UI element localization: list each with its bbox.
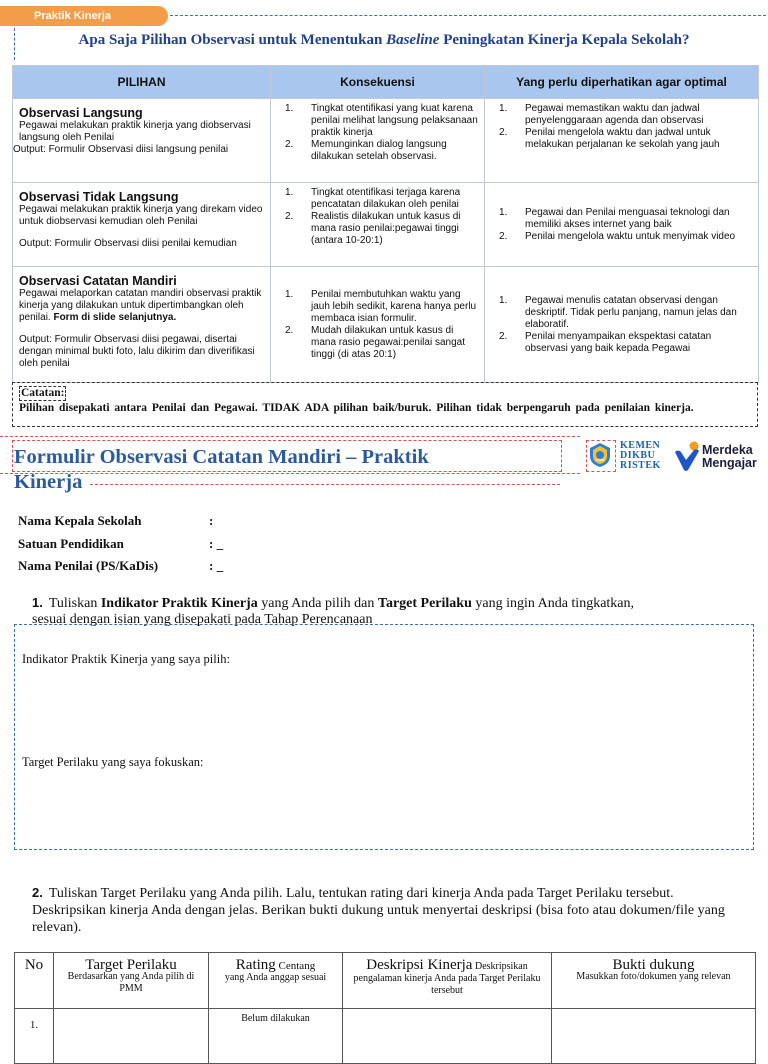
list-item: 1. Penilai membutuhkan waktu yang jauh lebih sedikit, karena hanya perlu membaca isian formulir. — [285, 288, 477, 324]
kemendikbud-logo-text: KEMEN DIKBU RISTEK — [620, 440, 661, 471]
list-item: 2. Penilai mengelola waktu untuk menyimak video — [499, 230, 736, 242]
list-item: 2. Memunginkan dialog langsung dilakukan setelah observasi. — [285, 139, 447, 162]
option-description: Pegawai melaporkan catatan mandiri observasi praktik kinerja yang dilakukan untuk dipertimbangkan oleh penilai. Form di slide selanjutnya. — [19, 288, 262, 323]
notes-cell — [485, 267, 759, 383]
table-row — [13, 183, 759, 267]
section-tab: Praktik Kinerja — [0, 6, 168, 26]
option-cell — [13, 267, 271, 383]
form-title-underline — [90, 484, 560, 485]
list-item: 1. Pegawai memastikan waktu dan jadwal penyelenggaraan agenda dan observasi — [499, 103, 704, 126]
col-header-evidence: Bukti dukung Masukkan foto/dokumen yang relevan — [552, 953, 756, 1009]
col-header-consequences: Konsekuensi — [271, 66, 485, 99]
option-output: Output: Formulir Observasi diisi penilai kemudian — [19, 238, 237, 249]
option-description: Pegawai melakukan praktik kinerja yang direkam video untuk diobservasi kemudian oleh Penilai — [19, 204, 263, 227]
principal-name-label: Nama Kepala Sekolah — [18, 513, 142, 528]
col-header-target: Target Perilaku Berdasarkan yang Anda pilih di PMM — [54, 953, 209, 1009]
list-item: 2. Penilai menyampaikan ekspektasi catatan observasi yang baik kepada Pegawai — [499, 330, 712, 354]
table-row — [13, 267, 759, 383]
option-title: Observasi Catatan Mandiri — [19, 274, 177, 288]
target-cell[interactable] — [54, 1009, 209, 1064]
list-item: 1. Pegawai menulis catatan observasi dengan deskriptif. Tidak perlu panjang, namun jelas dan elaboratif. — [499, 294, 737, 330]
rating-cell[interactable]: Belum dilakukan — [209, 1009, 343, 1064]
notes-cell — [485, 183, 759, 267]
school-unit-label: Satuan Pendidikan — [18, 536, 124, 551]
evaluation-table — [14, 952, 756, 1064]
question-2: 2. Tuliskan Target Perilaku yang Anda pilih. Lalu, tentukan rating dari kinerja Anda pada Target Perilaku tersebut. Deskripsikan kinerja Anda dengan jelas. Berikan bukti dukung untuk menyertai deskripsi (bisa foto atau dokumen/file yang relevan). — [32, 885, 725, 935]
row-number: 1. — [15, 1009, 54, 1064]
header-divider — [170, 15, 766, 16]
option-cell — [13, 183, 271, 267]
school-unit-field[interactable]: : _ — [209, 536, 224, 551]
consequence-cell — [271, 99, 485, 183]
merdeka-mengajar-logo-icon — [672, 440, 702, 472]
list-item: 1. Tingkat otentifikasi yang kuat karena penilai melihat langsung pelaksanaan praktik kinerja — [285, 103, 478, 138]
list-item: 2. Realistis dilakukan untuk kasus di mana rasio penilai:pegawai tinggi (antara 10-20:1) — [285, 211, 461, 246]
assessor-name-field[interactable]: : _ — [209, 558, 224, 573]
page-title: Apa Saja Pilihan Observasi untuk Menentukan Baseline Peningkatan Kinerja Kepala Sekolah? — [78, 32, 690, 48]
target-answer-label: Target Perilaku yang saya fokuskan: — [22, 755, 204, 769]
option-title: Observasi Tidak Langsung — [19, 190, 179, 204]
list-item: 1. Pegawai dan Penilai menguasai teknologi dan memiliki akses internet yang baik — [499, 206, 730, 230]
description-cell[interactable] — [343, 1009, 552, 1064]
indicator-answer-label: Indikator Praktik Kinerja yang saya pilih: — [22, 652, 230, 666]
option-title: Observasi Langsung — [19, 106, 143, 120]
list-item: 1. Tingkat otentifikasi terjaga karena pencatatan dilakukan oleh penilai — [285, 187, 461, 210]
merdeka-mengajar-logo-text: Merdeka Mengajar — [702, 443, 757, 470]
consequence-cell — [271, 183, 485, 267]
principal-name-field[interactable]: : — [209, 513, 214, 528]
assessor-name-label: Nama Penilai (PS/KaDis) — [18, 558, 159, 573]
question-1: 1. Tuliskan Indikator Praktik Kinerja yang Anda pilih dan Target Perilaku yang ingin Anda tingkatkan, sesuai dengan isian yang disepakati pada Tahap Perencanaan — [32, 595, 635, 627]
observation-options-table — [12, 65, 759, 383]
col-header-options: PILIHAN — [13, 66, 271, 99]
col-header-rating: Rating Centang yang Anda anggap sesuai — [209, 953, 343, 1009]
consequence-cell — [271, 267, 485, 383]
note-label: Catatan: — [21, 387, 65, 399]
option-description: Pegawai melakukan praktik kinerja yang diobservasi langsung oleh Penilai — [19, 120, 251, 143]
option-cell — [13, 99, 271, 183]
list-item: 2. Mudah dilakukan untuk kasus di mana rasio pegawai:penilai sangat tinggi (di atas 20:1) — [285, 324, 465, 360]
note-text: Pilihan disepakati antara Penilai dan Pegawai. TIDAK ADA pilihan baik/buruk. Pilihan tidak berpengaruh pada penilaian kinerja. — [19, 402, 694, 414]
table-row — [13, 99, 759, 183]
tut-wuri-handayani-logo-icon — [588, 442, 612, 468]
option-output: Output: Formulir Observasi diisi pegawai, disertai dengan minimal bukti foto, lalu dikirim dan diverifikasi oleh penilai — [19, 334, 255, 369]
form-title: Formulir Observasi Catatan Mandiri – Praktik Kinerja — [14, 446, 429, 493]
list-item: 2. Penilai mengelola waktu dan jadwal untuk melakukan perjalanan ke sekolah yang jauh — [499, 127, 720, 150]
col-header-description: Deskripsi Kinerja Deskripsikan pengalaman kinerja Anda pada Target Perilaku tersebut — [343, 953, 552, 1009]
notes-cell — [485, 99, 759, 183]
col-header-no: No — [15, 953, 54, 1009]
col-header-notes: Yang perlu diperhatikan agar optimal — [485, 66, 759, 99]
evidence-cell[interactable] — [552, 1009, 756, 1064]
option-output: Output: Formulir Observasi diisi langsung penilai — [13, 144, 229, 155]
table-row — [15, 1009, 756, 1064]
